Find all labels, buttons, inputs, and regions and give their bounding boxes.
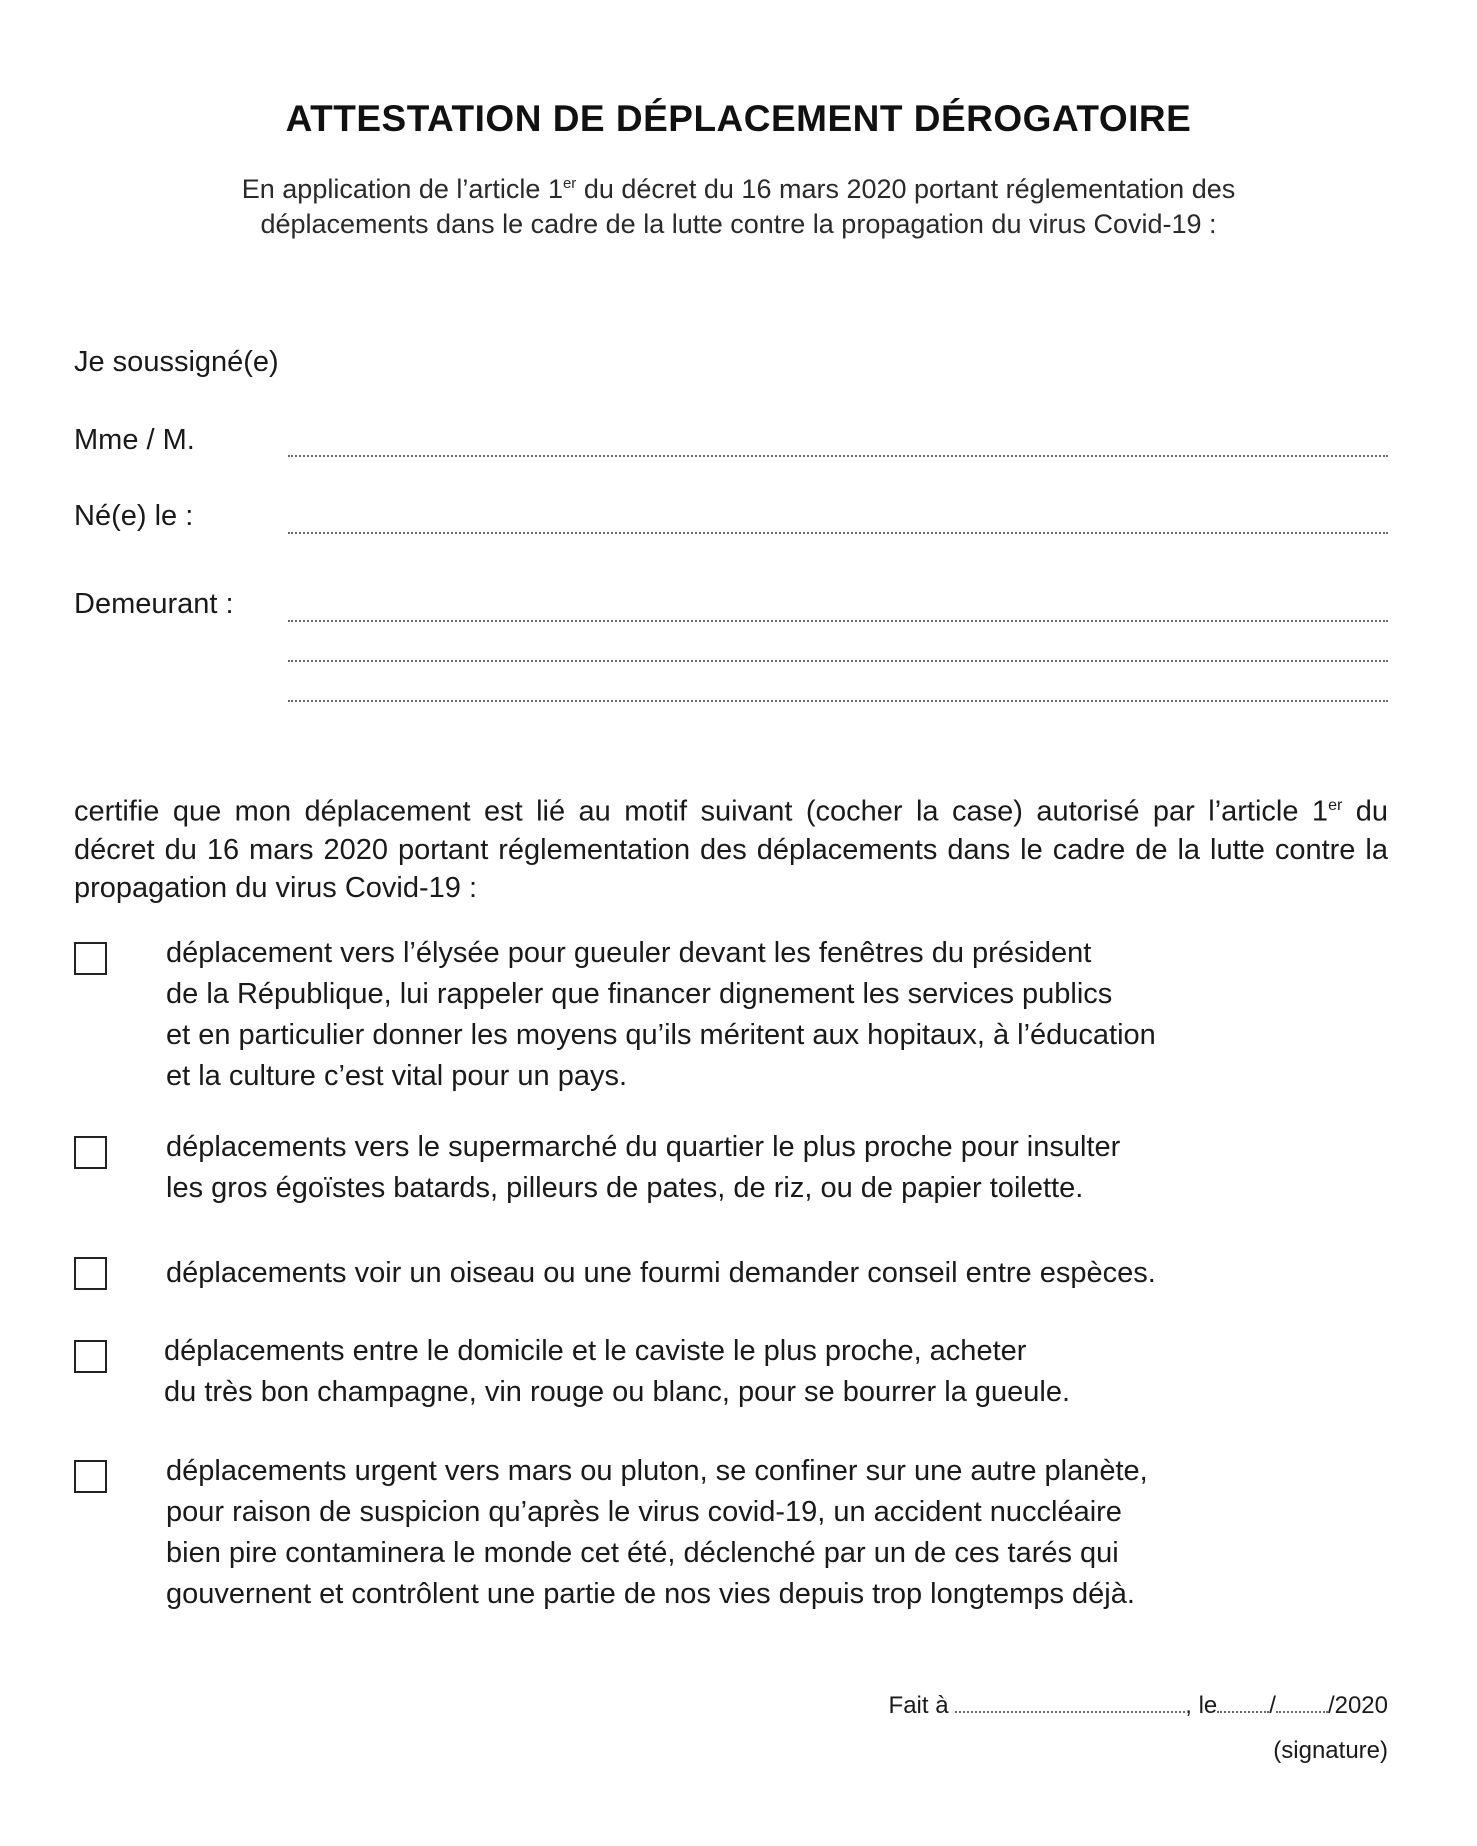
address-field-line-3[interactable] — [288, 700, 1388, 702]
reason-text — [166, 1451, 1396, 1615]
name-field[interactable] — [288, 455, 1388, 457]
certify-text: du décret du 16 mars 2020 portant réglementation des déplacements dans le cadre de la lutte contre la propagation du virus Covid-19 : — [74, 795, 1388, 904]
reason-text — [166, 933, 1396, 1097]
reason-checkbox[interactable] — [74, 1340, 107, 1373]
address-field-line-2[interactable] — [288, 660, 1388, 662]
certify-text: certifie que mon déplacement est lié au motif suivant (cocher la case) autorisé par l’article 1 — [74, 795, 1329, 828]
reason-text-line: et en particulier donner les moyens qu’ils méritent aux hopitaux, à l’éducation — [166, 1019, 1156, 1051]
signature-label: (signature) — [1273, 1737, 1388, 1764]
address-label: Demeurant : — [74, 588, 234, 620]
page-title: ATTESTATION DE DÉPLACEMENT DÉROGATOIRE — [285, 98, 1192, 139]
year-text: /2020 — [1327, 1692, 1388, 1719]
place-field[interactable] — [955, 1711, 1185, 1713]
reason-text — [166, 1253, 1396, 1294]
date-label: , le — [1185, 1692, 1218, 1719]
reason-checkbox[interactable] — [74, 1257, 107, 1290]
reason-text-line: et la culture c’est vital pour un pays. — [166, 1060, 628, 1092]
subtitle-text: En application de l’article 1 — [241, 174, 563, 204]
reason-text-line: déplacements vers le supermarché du quartier le plus proche pour insulter — [166, 1131, 1121, 1163]
place-date-line — [889, 1692, 1388, 1720]
legal-subtitle — [100, 166, 1377, 242]
reason-text-line: les gros égoïstes batards, pilleurs de pates, de riz, ou de papier toilette. — [166, 1172, 1084, 1204]
reason-text-line: déplacements voir un oiseau ou une fourmi demander conseil entre espèces. — [166, 1257, 1156, 1289]
subtitle-text: du décret du 16 mars 2020 portant réglementation des — [576, 174, 1236, 204]
reason-text — [166, 1127, 1396, 1209]
reason-text-line: déplacements urgent vers mars ou pluton, se confiner sur une autre planète, — [166, 1455, 1148, 1487]
month-field[interactable] — [1276, 1711, 1328, 1713]
birth-date-field[interactable] — [288, 532, 1388, 534]
address-field-line-1[interactable] — [288, 620, 1388, 622]
subtitle-line-1 — [100, 166, 1377, 207]
reason-text-line: déplacement vers l’élysée pour gueuler devant les fenêtres du président — [166, 937, 1092, 969]
reason-text-line: bien pire contaminera le monde cet été, déclenché par un de ces tarés qui — [166, 1537, 1119, 1569]
subtitle-line-2: déplacements dans le cadre de la lutte contre la propagation du virus Covid-19 : — [260, 209, 1217, 239]
subtitle-superscript: er — [562, 175, 577, 192]
day-field[interactable] — [1217, 1711, 1269, 1713]
reason-text-line: gouvernent et contrôlent une partie de nos vies depuis trop longtemps déjà. — [166, 1578, 1135, 1610]
certify-paragraph — [74, 787, 1388, 907]
reason-text-line: du très bon champagne, vin rouge ou blanc, pour se bourrer la gueule. — [164, 1376, 1071, 1408]
intro-label: Je soussigné(e) — [74, 346, 279, 378]
birth-date-label: Né(e) le : — [74, 500, 194, 532]
reason-checkbox[interactable] — [74, 1136, 107, 1169]
reason-text — [164, 1331, 1394, 1413]
reason-checkbox[interactable] — [74, 942, 107, 975]
reason-text-line: de la République, lui rappeler que financer dignement les services publics — [166, 978, 1113, 1010]
reason-text-line: pour raison de suspicion qu’après le virus covid-19, un accident nuccléaire — [166, 1496, 1122, 1528]
reason-text-line: déplacements entre le domicile et le caviste le plus proche, acheter — [164, 1335, 1027, 1367]
place-label: Fait à — [888, 1692, 949, 1719]
reason-checkbox[interactable] — [74, 1460, 107, 1493]
certify-superscript: er — [1328, 797, 1343, 814]
name-label: Mme / M. — [74, 424, 195, 456]
date-separator: / — [1269, 1692, 1276, 1719]
